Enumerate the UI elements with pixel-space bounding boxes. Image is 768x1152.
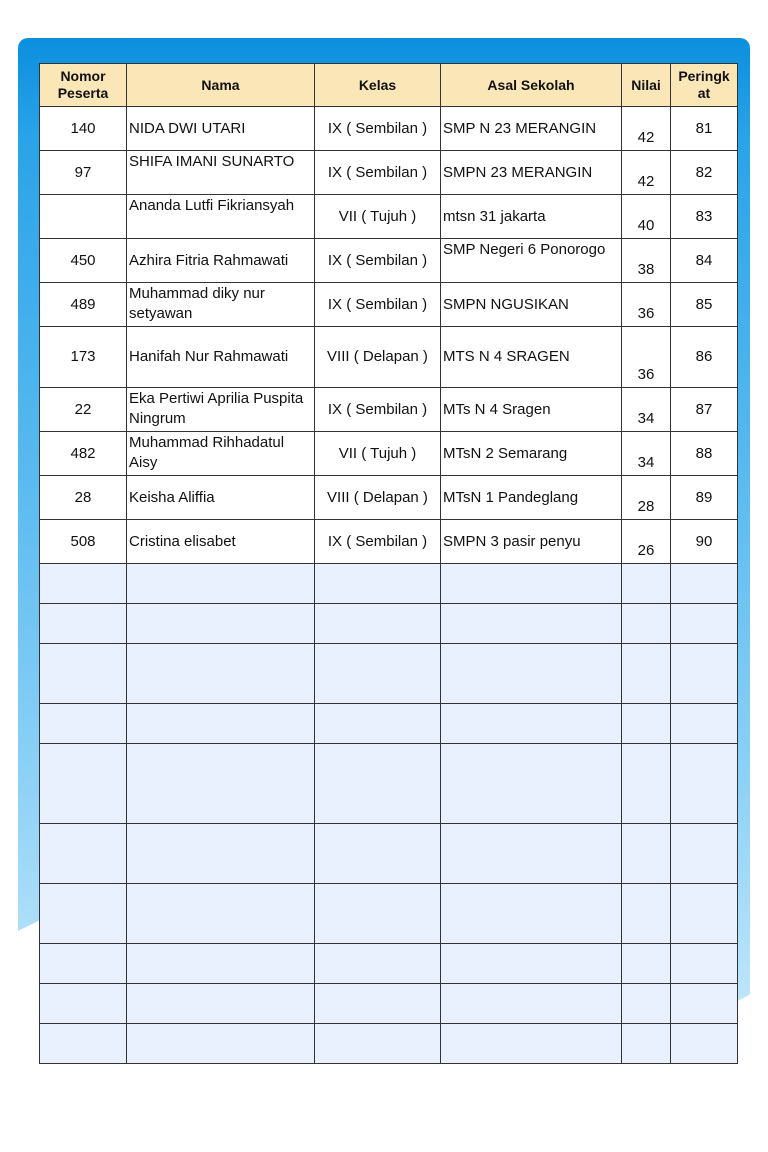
cell-nama: Cristina elisabet — [127, 520, 315, 564]
empty-cell — [315, 944, 441, 984]
cell-kelas: IX ( Sembilan ) — [315, 151, 441, 195]
empty-cell — [622, 944, 671, 984]
cell-asal-sekolah: MTsN 2 Semarang — [441, 432, 622, 476]
empty-cell — [315, 984, 441, 1024]
table-row — [40, 520, 738, 564]
cell-nilai: 36 — [622, 327, 671, 388]
cell-kelas: IX ( Sembilan ) — [315, 520, 441, 564]
cell-nomor: 22 — [40, 388, 127, 432]
empty-cell — [622, 1024, 671, 1064]
empty-cell — [127, 944, 315, 984]
cell-asal-sekolah: SMPN 3 pasir penyu — [441, 520, 622, 564]
empty-cell — [671, 564, 738, 604]
empty-cell — [671, 984, 738, 1024]
cell-nama: Muhammad diky nur setyawan — [127, 283, 315, 327]
table-header-row — [40, 64, 738, 107]
table-row — [40, 283, 738, 327]
empty-cell — [622, 704, 671, 744]
empty-cell — [441, 824, 622, 884]
empty-table-row — [40, 884, 738, 944]
table-row — [40, 151, 738, 195]
cell-peringkat: 86 — [671, 327, 738, 388]
empty-cell — [622, 884, 671, 944]
ranking-table-container — [39, 63, 737, 1064]
header-nama: Nama — [127, 64, 315, 107]
cell-nomor: 489 — [40, 283, 127, 327]
empty-cell — [315, 824, 441, 884]
empty-cell — [441, 944, 622, 984]
empty-cell — [671, 944, 738, 984]
empty-cell — [622, 564, 671, 604]
empty-cell — [127, 884, 315, 944]
empty-cell — [441, 704, 622, 744]
cell-nama: Hanifah Nur Rahmawati — [127, 327, 315, 388]
empty-table-row — [40, 744, 738, 824]
table-row — [40, 195, 738, 239]
cell-nomor: 28 — [40, 476, 127, 520]
empty-cell — [40, 644, 127, 704]
cell-kelas: VIII ( Delapan ) — [315, 476, 441, 520]
cell-nilai: 42 — [622, 107, 671, 151]
empty-table-row — [40, 704, 738, 744]
cell-peringkat: 88 — [671, 432, 738, 476]
empty-cell — [441, 644, 622, 704]
empty-table-row — [40, 944, 738, 984]
empty-table-row — [40, 824, 738, 884]
empty-cell — [622, 984, 671, 1024]
empty-cell — [441, 744, 622, 824]
cell-nilai: 42 — [622, 151, 671, 195]
empty-cell — [441, 884, 622, 944]
empty-cell — [127, 1024, 315, 1064]
empty-cell — [127, 604, 315, 644]
empty-cell — [622, 644, 671, 704]
cell-peringkat: 85 — [671, 283, 738, 327]
empty-cell — [315, 604, 441, 644]
header-peringkat: Peringk at — [671, 64, 738, 107]
cell-asal-sekolah: MTsN 1 Pandeglang — [441, 476, 622, 520]
cell-nama: NIDA DWI UTARI — [127, 107, 315, 151]
cell-nilai: 34 — [622, 432, 671, 476]
empty-cell — [127, 564, 315, 604]
empty-cell — [40, 944, 127, 984]
ranking-table — [39, 63, 738, 1064]
empty-cell — [40, 984, 127, 1024]
header-nomor-peserta: Nomor Peserta — [40, 64, 127, 107]
cell-asal-sekolah: SMPN NGUSIKAN — [441, 283, 622, 327]
empty-cell — [315, 744, 441, 824]
cell-kelas: VII ( Tujuh ) — [315, 432, 441, 476]
empty-cell — [671, 1024, 738, 1064]
empty-cell — [671, 824, 738, 884]
empty-cell — [40, 564, 127, 604]
cell-nomor: 482 — [40, 432, 127, 476]
cell-nilai: 34 — [622, 388, 671, 432]
empty-cell — [127, 644, 315, 704]
table-row — [40, 327, 738, 388]
empty-table-row — [40, 644, 738, 704]
empty-cell — [40, 604, 127, 644]
empty-table-row — [40, 1024, 738, 1064]
cell-asal-sekolah: MTS N 4 SRAGEN — [441, 327, 622, 388]
empty-cell — [441, 1024, 622, 1064]
empty-cell — [671, 704, 738, 744]
cell-kelas: IX ( Sembilan ) — [315, 239, 441, 283]
empty-cell — [622, 604, 671, 644]
cell-nilai: 26 — [622, 520, 671, 564]
empty-cell — [315, 704, 441, 744]
empty-cell — [622, 744, 671, 824]
empty-cell — [127, 744, 315, 824]
cell-kelas: IX ( Sembilan ) — [315, 283, 441, 327]
table-row — [40, 388, 738, 432]
cell-peringkat: 81 — [671, 107, 738, 151]
empty-cell — [441, 604, 622, 644]
cell-peringkat: 90 — [671, 520, 738, 564]
cell-asal-sekolah: SMP N 23 MERANGIN — [441, 107, 622, 151]
cell-asal-sekolah: mtsn 31 jakarta — [441, 195, 622, 239]
empty-table-row — [40, 604, 738, 644]
cell-nama: SHIFA IMANI SUNARTO — [127, 151, 315, 195]
empty-cell — [671, 744, 738, 824]
cell-kelas: IX ( Sembilan ) — [315, 107, 441, 151]
table-row — [40, 239, 738, 283]
cell-peringkat: 87 — [671, 388, 738, 432]
empty-cell — [671, 604, 738, 644]
cell-peringkat: 84 — [671, 239, 738, 283]
empty-cell — [40, 884, 127, 944]
cell-kelas: VII ( Tujuh ) — [315, 195, 441, 239]
empty-cell — [622, 824, 671, 884]
cell-nomor: 508 — [40, 520, 127, 564]
cell-peringkat: 89 — [671, 476, 738, 520]
empty-cell — [40, 1024, 127, 1064]
empty-cell — [127, 704, 315, 744]
empty-table-row — [40, 564, 738, 604]
header-nilai: Nilai — [622, 64, 671, 107]
cell-nilai: 38 — [622, 239, 671, 283]
cell-nomor: 97 — [40, 151, 127, 195]
empty-cell — [671, 644, 738, 704]
empty-cell — [671, 884, 738, 944]
empty-cell — [40, 744, 127, 824]
cell-asal-sekolah: SMP Negeri 6 Ponorogo — [441, 239, 622, 283]
cell-nilai: 36 — [622, 283, 671, 327]
empty-cell — [315, 644, 441, 704]
cell-nama: Keisha Aliffia — [127, 476, 315, 520]
empty-cell — [315, 1024, 441, 1064]
empty-cell — [127, 824, 315, 884]
cell-nomor: 450 — [40, 239, 127, 283]
cell-nama: Azhira Fitria Rahmawati — [127, 239, 315, 283]
table-row — [40, 432, 738, 476]
cell-nama: Eka Pertiwi Aprilia Puspita Ningrum — [127, 388, 315, 432]
empty-cell — [315, 564, 441, 604]
cell-nilai: 40 — [622, 195, 671, 239]
header-asal-sekolah: Asal Sekolah — [441, 64, 622, 107]
cell-nomor: 140 — [40, 107, 127, 151]
empty-cell — [441, 564, 622, 604]
empty-cell — [40, 704, 127, 744]
cell-peringkat: 83 — [671, 195, 738, 239]
cell-peringkat: 82 — [671, 151, 738, 195]
empty-table-row — [40, 984, 738, 1024]
cell-asal-sekolah: MTs N 4 Sragen — [441, 388, 622, 432]
empty-cell — [127, 984, 315, 1024]
empty-cell — [315, 884, 441, 944]
cell-kelas: IX ( Sembilan ) — [315, 388, 441, 432]
cell-nilai: 28 — [622, 476, 671, 520]
header-kelas: Kelas — [315, 64, 441, 107]
empty-cell — [40, 824, 127, 884]
cell-nomor: 173 — [40, 327, 127, 388]
cell-nomor — [40, 195, 127, 239]
cell-kelas: VIII ( Delapan ) — [315, 327, 441, 388]
table-row — [40, 476, 738, 520]
table-row — [40, 107, 738, 151]
cell-nama: Muhammad Rihhadatul Aisy — [127, 432, 315, 476]
empty-cell — [441, 984, 622, 1024]
cell-asal-sekolah: SMPN 23 MERANGIN — [441, 151, 622, 195]
cell-nama: Ananda Lutfi Fikriansyah — [127, 195, 315, 239]
